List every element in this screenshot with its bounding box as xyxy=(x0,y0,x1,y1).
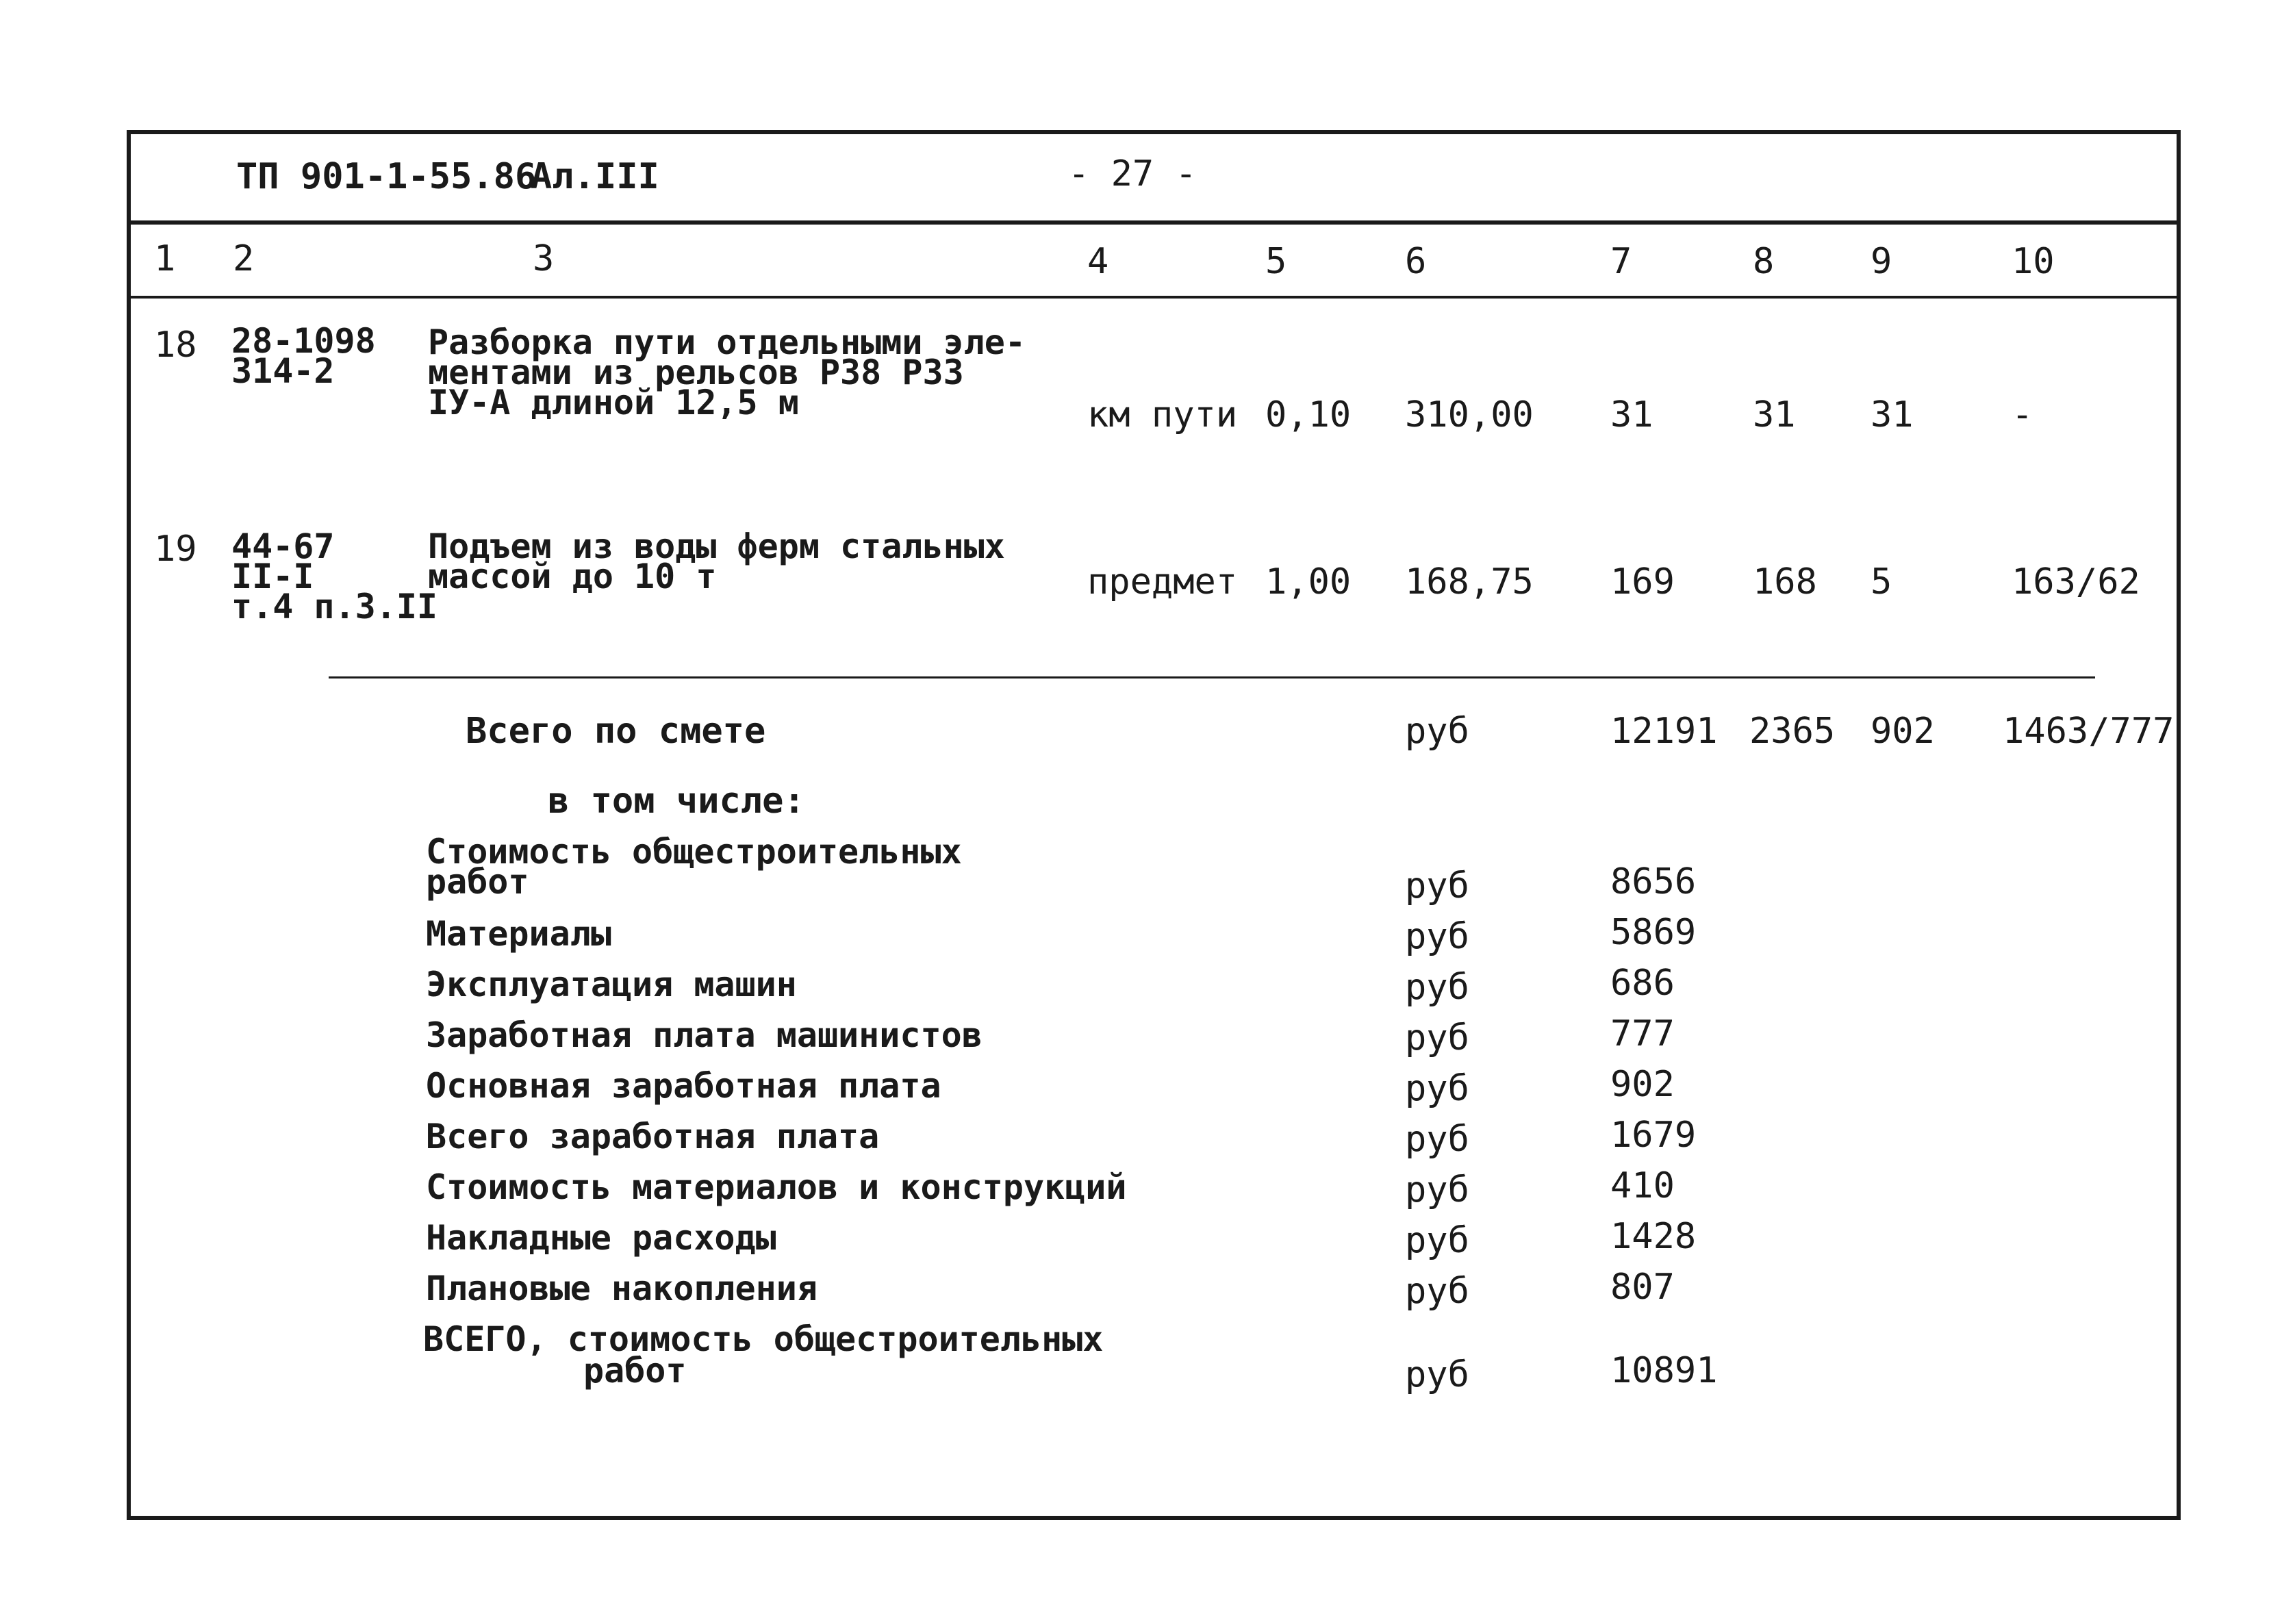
item-unit: руб xyxy=(1405,1068,1469,1109)
item-value: 807 xyxy=(1610,1267,1675,1308)
work-description xyxy=(428,526,1005,596)
cell-col8: 31 xyxy=(1753,394,1796,435)
price-code xyxy=(231,321,376,391)
item-label xyxy=(426,832,962,902)
item-unit: руб xyxy=(1405,1271,1469,1312)
item-value: 777 xyxy=(1610,1013,1675,1054)
item-label: Основная заработная плата xyxy=(426,1066,941,1106)
item-unit: руб xyxy=(1405,865,1469,906)
item-label: Накладные расходы xyxy=(426,1218,776,1258)
totals-col10: 1463/777 xyxy=(2003,711,2175,752)
price-code-line: 28-1098 xyxy=(231,321,376,361)
totals-col7: 12191 xyxy=(1610,711,1718,752)
item-label: Материалы xyxy=(426,914,611,954)
quantity: 1,00 xyxy=(1265,561,1352,602)
price-code-line: 314-2 xyxy=(231,351,335,391)
unit: км пути xyxy=(1087,394,1238,435)
page-number: - 27 - xyxy=(1068,153,1197,194)
description-line: IУ-А длиной 12,5 м xyxy=(428,383,799,422)
item-label-line: Стоимость общестроительных xyxy=(426,832,962,872)
header-rule xyxy=(127,220,2181,225)
album-number: Ал.III xyxy=(531,156,659,197)
cell-col9: 31 xyxy=(1871,394,1914,435)
including-label: в том числе: xyxy=(548,781,805,822)
quantity: 0,10 xyxy=(1265,394,1352,435)
unit-price: 168,75 xyxy=(1405,561,1534,602)
item-label: Стоимость материалов и конструкций xyxy=(426,1167,1127,1207)
item-unit: руб xyxy=(1405,1017,1469,1058)
item-label: Заработная плата машинистов xyxy=(426,1015,983,1055)
unit: предмет xyxy=(1087,561,1238,602)
col-header-6: 6 xyxy=(1405,241,1427,282)
item-label: Плановые накопления xyxy=(426,1269,817,1308)
cell-col10: 163/62 xyxy=(2012,561,2140,602)
price-code-line: 44-67 xyxy=(231,526,335,566)
item-label: Всего заработная плата xyxy=(426,1117,880,1156)
cell-col10: - xyxy=(2012,394,2033,435)
price-code xyxy=(231,526,438,626)
col-header-3: 3 xyxy=(533,238,555,279)
col-header-5: 5 xyxy=(1265,241,1287,282)
col-header-10: 10 xyxy=(2012,241,2055,282)
col-header-9: 9 xyxy=(1871,241,1892,282)
cell-col7: 31 xyxy=(1610,394,1653,435)
col-header-1: 1 xyxy=(154,238,176,279)
totals-rule xyxy=(329,676,2095,678)
item-value: 8656 xyxy=(1610,861,1697,902)
cell-col9: 5 xyxy=(1871,561,1892,602)
item-unit: руб xyxy=(1405,1354,1469,1395)
item-value: 902 xyxy=(1610,1064,1675,1105)
item-label: ВСЕГО, стоимость общестроительных xyxy=(423,1319,1104,1359)
description-line: Подъем из воды ферм стальных xyxy=(428,526,1005,566)
item-label-line: работ xyxy=(426,862,529,902)
description-line: Разборка пути отдельными эле- xyxy=(428,322,1026,362)
item-label: работ xyxy=(583,1351,687,1391)
item-unit: руб xyxy=(1405,967,1469,1008)
item-unit: руб xyxy=(1405,916,1469,957)
work-description xyxy=(428,322,1026,422)
row-number: 19 xyxy=(154,529,197,570)
item-value: 10891 xyxy=(1610,1350,1718,1391)
totals-label: Всего по смете xyxy=(466,711,766,752)
item-label: Эксплуатация машин xyxy=(426,965,797,1004)
row-number: 18 xyxy=(154,325,197,366)
totals-unit: руб xyxy=(1405,711,1469,752)
item-unit: руб xyxy=(1405,1169,1469,1210)
item-value: 686 xyxy=(1610,963,1675,1004)
col-header-4: 4 xyxy=(1087,241,1109,282)
col-header-2: 2 xyxy=(233,238,255,279)
cell-col8: 168 xyxy=(1753,561,1817,602)
item-value: 5869 xyxy=(1610,912,1697,953)
cell-col7: 169 xyxy=(1610,561,1675,602)
doc-code: ТП 901-1-55.86 xyxy=(236,156,537,197)
price-code-line: т.4 п.3.II xyxy=(231,587,438,626)
price-code-line: II-I xyxy=(231,557,314,596)
description-line: ментами из рельсов Р38 Р33 xyxy=(428,353,964,392)
item-value: 410 xyxy=(1610,1165,1675,1206)
col-header-7: 7 xyxy=(1610,241,1632,282)
item-value: 1679 xyxy=(1610,1115,1697,1156)
unit-price: 310,00 xyxy=(1405,394,1534,435)
col-header-8: 8 xyxy=(1753,241,1775,282)
item-unit: руб xyxy=(1405,1119,1469,1160)
description-line: массой до 10 т xyxy=(428,557,717,596)
totals-col8: 2365 xyxy=(1749,711,1836,752)
item-value: 1428 xyxy=(1610,1216,1697,1257)
columns-rule xyxy=(127,296,2181,299)
item-unit: руб xyxy=(1405,1220,1469,1261)
totals-col9: 902 xyxy=(1871,711,1935,752)
